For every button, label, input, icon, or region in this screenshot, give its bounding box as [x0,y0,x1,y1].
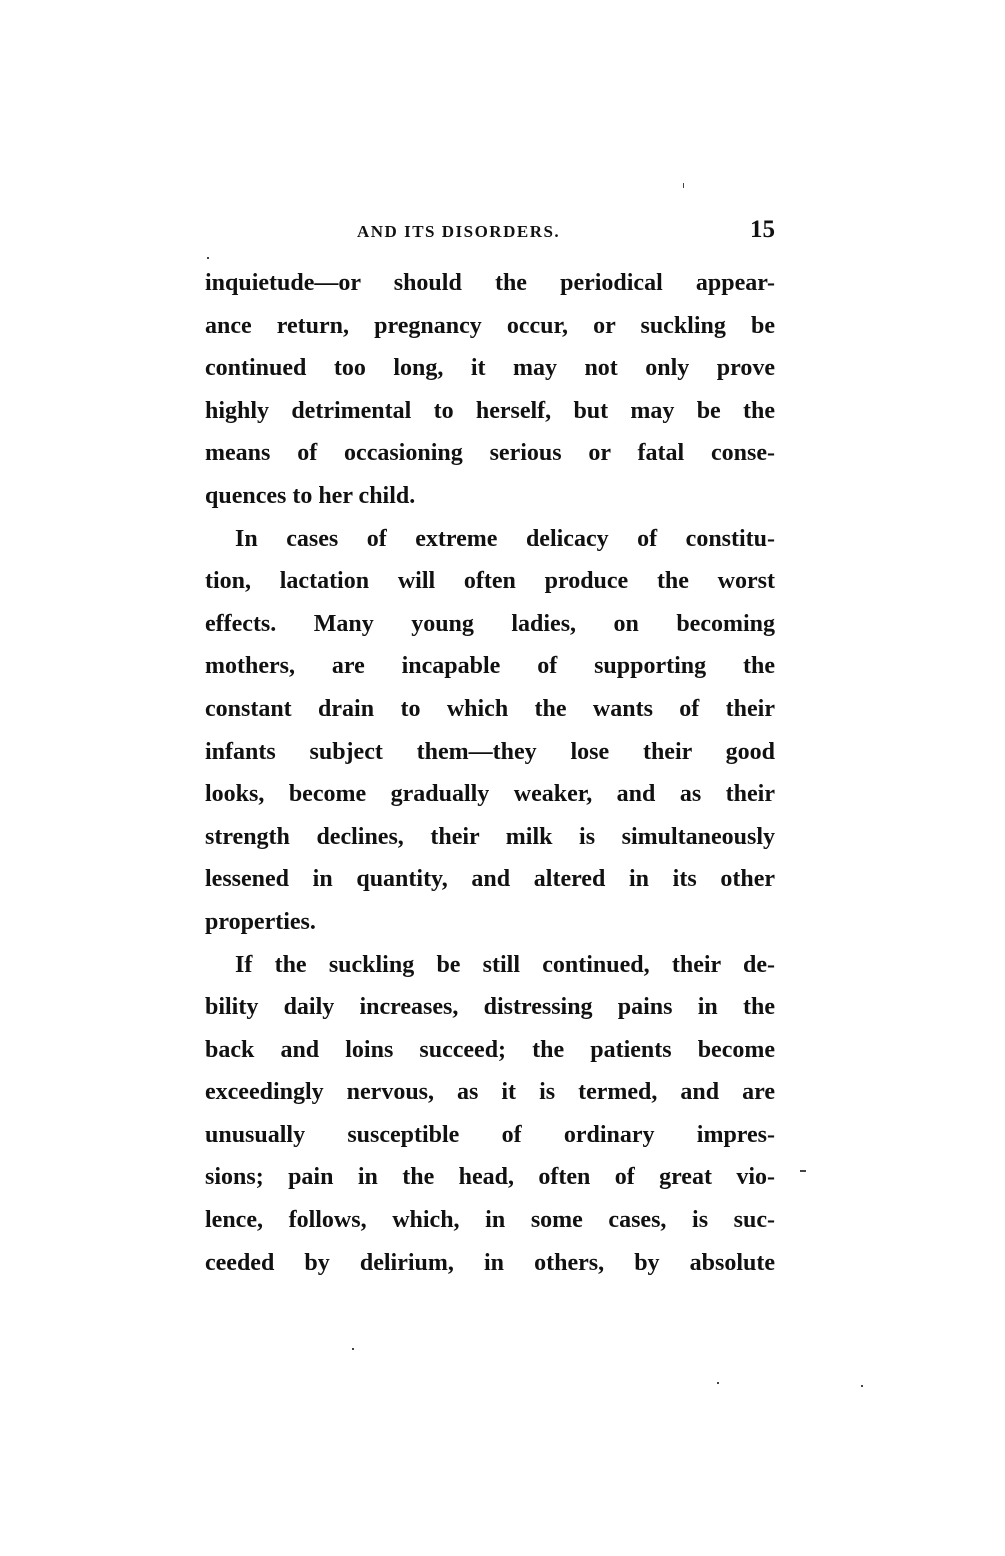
text-line: lessened in quantity, and altered in its other [205,866,775,893]
text-line: highly detrimental to herself, but may be the [205,397,775,424]
text-line: ceeded by delirium, in others, by absolute [205,1249,775,1276]
scan-speck [861,1385,863,1387]
scan-speck [207,257,209,259]
paragraph [205,944,775,1285]
text-line: infants subject them—they lose their good [205,738,775,765]
text-line: quences to her child. [205,482,416,509]
paragraph [205,518,775,944]
scan-speck [800,1170,806,1172]
text-line: lence, follows, which, in some cases, is suc- [205,1207,775,1234]
page-number: 15 [750,216,775,243]
text-line: effects. Many young ladies, on becoming [205,610,775,637]
text-line: If the suckling be still continued, their de- [235,951,775,978]
text-line: In cases of extreme delicacy of constitu- [235,525,775,552]
text-line: properties. [205,908,316,935]
text-line: inquietude—or should the periodical appear- [205,270,775,296]
text-line: mothers, are incapable of supporting the [205,653,775,680]
text-line: sions; pain in the head, often of great vio- [205,1164,775,1191]
scan-speck [683,183,684,188]
text-line: strength declines, their milk is simultaneously [205,823,775,850]
text-line: continued too long, it may not only prove [205,355,775,382]
text-line: bility daily increases, distressing pains in the [205,994,775,1021]
scan-speck [352,1348,354,1350]
paragraph [205,262,775,518]
text-line: ance return, pregnancy occur, or suckling be [205,312,775,339]
scan-speck [717,1382,719,1384]
text-line: constant drain to which the wants of their [205,695,775,722]
running-head [205,218,775,248]
body-text [205,262,775,1284]
text-line: tion, lactation will often produce the worst [205,568,775,595]
text-line: exceedingly nervous, as it is termed, and are [205,1079,775,1106]
running-title: AND ITS DISORDERS. [357,222,561,241]
text-line: back and loins succeed; the patients become [205,1036,775,1063]
text-line: means of occasioning serious or fatal conse- [205,440,775,467]
text-line: unusually susceptible of ordinary impres- [205,1121,775,1148]
text-line: looks, become gradually weaker, and as their [205,781,775,808]
